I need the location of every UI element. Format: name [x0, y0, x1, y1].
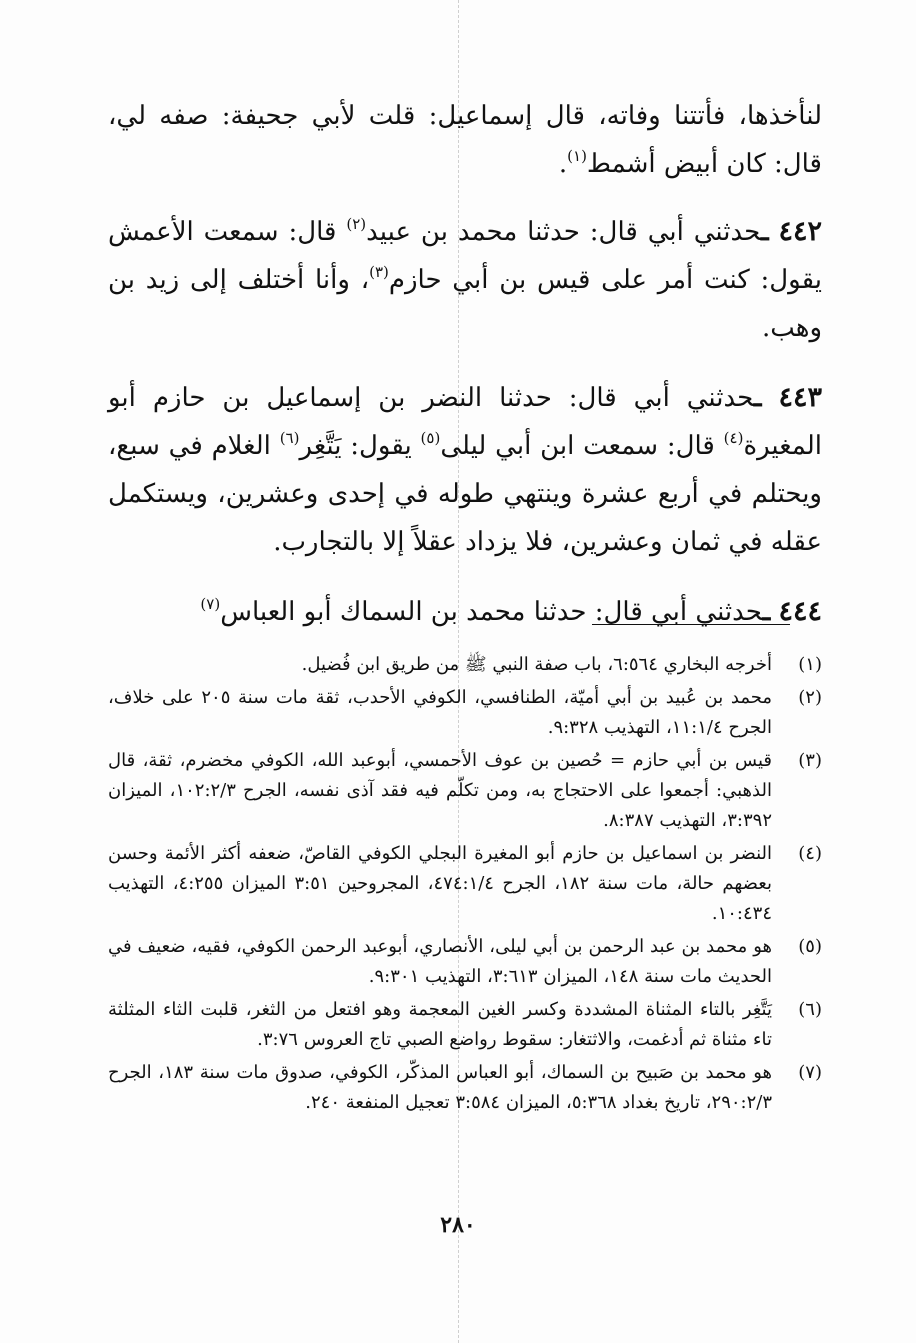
number-dash: ـ — [762, 597, 771, 627]
footnote-ref: (١) — [567, 147, 587, 165]
footnote-ref: (٣) — [369, 263, 389, 281]
footnotes — [108, 650, 822, 1121]
paragraph-text: الغلام في سبع، ويحتلم في أربع عشرة وينتهي طوله في إحدى وعشرين، ويستكمل عقله في ثمان وعشرين، فلا يزداد عقلاً إلا بالتجارب. — [108, 431, 822, 557]
footnote-number: (٢) — [798, 687, 822, 708]
footnote — [108, 1058, 822, 1118]
number-dash: ـ — [753, 383, 762, 413]
hadith-number: ٤٤٤ — [778, 596, 822, 627]
footnote-number: (٣) — [798, 750, 822, 771]
paragraph — [108, 208, 822, 352]
footnote-ref: (٤) — [723, 429, 744, 447]
footnote-text: هو محمد بن صَبيح بن السماك، أبو العباس المذكّر، الكوفي، صدوق مات سنة ١٨٣، الجرح ٢٩٠:٢/٣، تاريخ بغداد ٥:٣٦٨، الميزان ٣:٥٨٤ تعجيل المنفعة ٢٤٠. — [108, 1062, 772, 1113]
paragraph-text: حدثني أبي قال: حدثنا محمد بن السماك أبو العباس — [220, 597, 763, 627]
page-number: ٢٨٠ — [440, 1212, 476, 1238]
footnote-text: محمد بن عُبيد بن أبي أميّة، الطنافسي، الكوفي الأحدب، ثقة مات سنة ٢٠٥ على خلاف، الجرح ١١:١/٤، التهذيب ٩:٣٢٨. — [108, 687, 772, 738]
footnote — [108, 839, 822, 929]
footnote-separator — [592, 624, 790, 625]
footnote — [108, 746, 822, 836]
footnote-text: النضر بن اسماعيل بن حازم أبو المغيرة البجلي الكوفي القاصّ، ضعفه أكثر الأئمة وحسن بعضهم حالة، مات سنة ١٨٢، الجرح ٤٧٤:١/٤، المجروحين ٣:٥١ الميزان ٤:٢٥٥، التهذيب ١٠:٤٣٤. — [108, 843, 772, 924]
footnote-text: قيس بن أبي حازم = حُصين بن عوف الأحمسي، أبوعبد الله، الكوفي مخضرم، ثقة، قال الذهبي: أجمعوا على الاحتجاج به، ومن تكلّم فيه فقد آذى نفسه، الجرح ١٠٢:٢/٣، الميزان ٣:٣٩٢، التهذيب ٨:٣٨٧. — [108, 750, 772, 831]
footnote-number: (٦) — [798, 999, 822, 1020]
footnote — [108, 650, 822, 680]
paragraph-text: لنأخذها، فأتتنا وفاته، قال إسماعيل: قلت لأبي جحيفة: صفه لي، قال: كان أبيض أشمط — [108, 101, 822, 179]
paragraph-text: حدثني أبي قال: حدثنا النضر بن إسماعيل بن حازم أبو المغيرة — [108, 383, 822, 461]
footnote — [108, 683, 822, 743]
hadith-number: ٤٤٢ — [778, 216, 822, 247]
footnote-text: أخرجه البخاري ٦:٥٦٤، باب صفة النبي ﷺ من طريق ابن فُضيل. — [301, 654, 772, 675]
paragraph — [108, 92, 822, 188]
paragraph-text: يقول: يَتَّغِر — [299, 431, 421, 461]
footnote-number: (١) — [798, 654, 822, 675]
paragraph-text: ، وأنا أختلف إلى زيد بن وهب. — [108, 265, 822, 343]
paragraph — [108, 588, 822, 636]
number-dash: ـ — [760, 217, 769, 247]
hadith-number: ٤٤٣ — [778, 382, 822, 413]
footnote — [108, 995, 822, 1055]
footnote-ref: (٦) — [279, 429, 300, 447]
paragraph-text: قال: سمعت ابن أبي ليلى — [440, 431, 724, 461]
footnote-number: (٥) — [798, 936, 822, 957]
footnote-text: يَتَّغِر بالتاء المثناة المشددة وكسر الغين المعجمة وهو افتعل من الثغر، قلبت الثاء المثلثة تاء مثناة ثم أدغمت، والاثتغار: سقوط رواضع الصبي تاج العروس ٣:٧٦. — [108, 999, 772, 1050]
main-text — [108, 92, 822, 658]
paragraph-text: قال: سمعت الأعمش يقول: كنت أمر على قيس بن أبي حازم — [108, 217, 822, 295]
footnote — [108, 932, 822, 992]
footnote-text: هو محمد بن عبد الرحمن بن أبي ليلى، الأنصاري، أبوعبد الرحمن الكوفي، فقيه، ضعيف في الحديث مات سنة ١٤٨، الميزان ٣:٦١٣، التهذيب ٩:٣٠١. — [108, 936, 772, 987]
paragraph-text: حدثني أبي قال: حدثنا محمد بن عبيد — [366, 217, 761, 247]
paragraph — [108, 374, 822, 566]
paragraph-text: . — [558, 149, 568, 179]
footnote-ref: (٢) — [346, 215, 367, 233]
footnote-ref: (٧) — [200, 595, 221, 613]
footnote-ref: (٥) — [420, 429, 441, 447]
footnote-number: (٤) — [798, 843, 822, 864]
footnote-number: (٧) — [798, 1062, 822, 1083]
